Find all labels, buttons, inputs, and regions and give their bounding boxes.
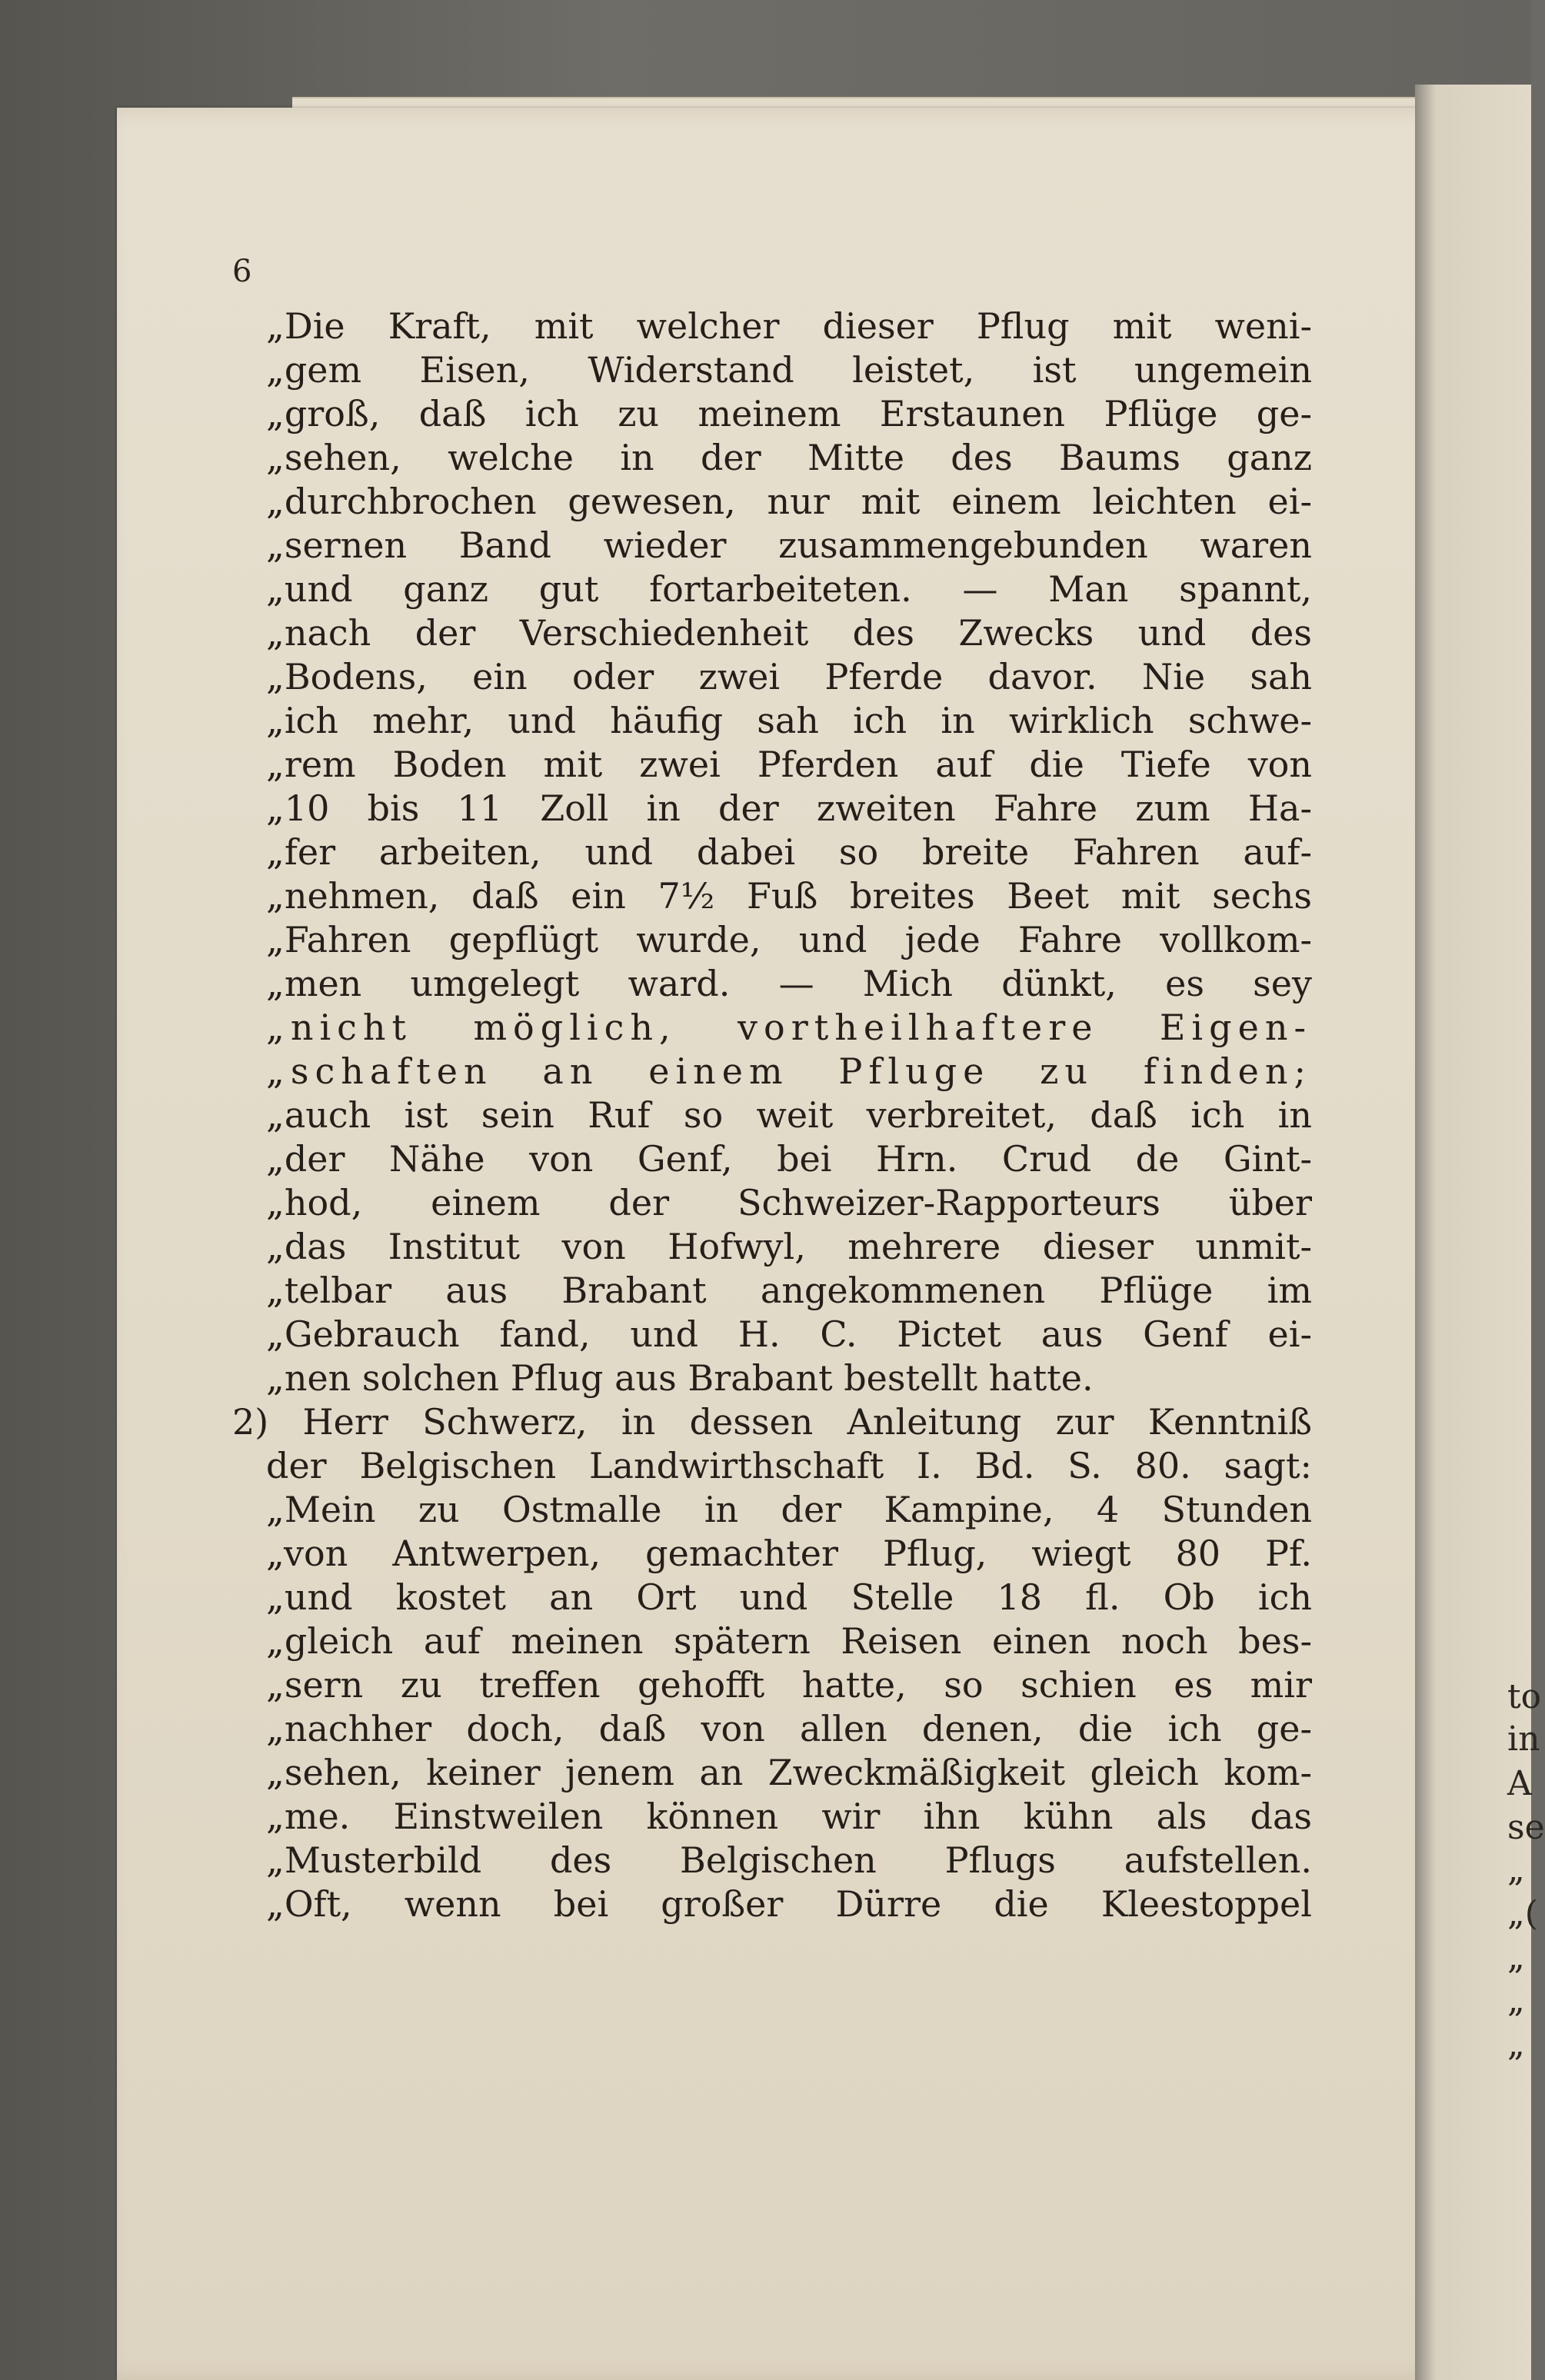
text-line: „fer arbeiten, und dabei so breite Fahren auf‐	[266, 831, 1312, 873]
footnote-line: „gleich auf meinen spätern Reisen einen noch bes‐	[266, 1620, 1312, 1662]
text-line: „gem Eisen, Widerstand leistet, ist ungemein	[266, 349, 1312, 391]
text-line: „hod, einem der Schweizer‐Rapporteurs über	[266, 1182, 1312, 1223]
footnote-line: „von Antwerpen, gemachter Pflug, wiegt 80 Pf.	[266, 1533, 1312, 1574]
facing-page-fragment: „	[1507, 1850, 1525, 1889]
text-line: „rem Boden mit zwei Pferden auf die Tiefe von	[266, 744, 1312, 785]
facing-page-fragment: A	[1507, 1764, 1532, 1803]
text-line: „nehmen, daß ein 7½ Fuß breites Beet mit sechs	[266, 875, 1312, 917]
footnote-line: „nachher doch, daß von allen denen, die ich ge‐	[266, 1708, 1312, 1749]
text-line: „und ganz gut fortarbeiteten. — Man spannt,	[266, 568, 1312, 610]
facing-page-fragment: „(	[1507, 1894, 1538, 1933]
text-line: „Fahren gepflügt wurde, und jede Fahre vollkom‐	[266, 919, 1312, 960]
text-line: „groß, daß ich zu meinem Erstaunen Pflüge ge‐	[266, 393, 1312, 434]
footnote-line: „sern zu treffen gehofft hatte, so schien es mir	[266, 1664, 1312, 1706]
text-line: „nen solchen Pflug aus Brabant bestellt hatte.	[266, 1357, 1094, 1399]
text-line: „ich mehr, und häufig sah ich in wirklich schwe‐	[266, 700, 1312, 741]
text-line: „auch ist sein Ruf so weit verbreitet, daß ich in	[266, 1094, 1312, 1136]
text-line: „das Institut von Hofwyl, mehrere dieser unmit‐	[266, 1226, 1312, 1267]
footnote-line: „Mein zu Ostmalle in der Kampine, 4 Stunden	[266, 1489, 1312, 1530]
text-line: „10 bis 11 Zoll in der zweiten Fahre zum Ha‐	[266, 787, 1312, 829]
text-line: „nach der Verschiedenheit des Zwecks und des	[266, 612, 1312, 654]
footnote-line: „sehen, keiner jenem an Zweckmäßigkeit gleich kom‐	[266, 1752, 1312, 1793]
page-number: 6	[232, 254, 252, 289]
body-text	[232, 305, 1312, 1926]
footnote-line: „Oft, wenn bei großer Dürre die Kleestoppel	[266, 1883, 1312, 1925]
facing-page-fragment: „	[1507, 2025, 1525, 2064]
text-line: „sernen Band wieder zusammengebunden waren	[266, 524, 1312, 566]
facing-page-fragment: „	[1507, 1938, 1525, 1977]
footnote-line: „Musterbild des Belgischen Pflugs aufstellen.	[266, 1839, 1312, 1881]
facing-page-fragment: in	[1507, 1719, 1540, 1759]
footnote-line: 2) Herr Schwerz, in dessen Anleitung zur Kenntniß	[232, 1401, 1312, 1443]
text-line: „durchbrochen gewesen, nur mit einem leichten ei‐	[266, 481, 1312, 522]
text-line: „Gebrauch fand, und H. C. Pictet aus Genf ei‐	[266, 1313, 1312, 1355]
facing-page-fragment: se	[1507, 1808, 1545, 1847]
facing-page-edge	[1415, 85, 1545, 2380]
footnote-line: „me. Einstweilen können wir ihn kühn als das	[266, 1796, 1312, 1837]
text-line: „der Nähe von Genf, bei Hrn. Crud de Gint‐	[266, 1138, 1312, 1180]
footnote-line: „und kostet an Ort und Stelle 18 fl. Ob ich	[266, 1576, 1312, 1618]
text-line: „telbar aus Brabant angekommenen Pflüge im	[266, 1270, 1312, 1311]
text-line: „sehen, welche in der Mitte des Baums ganz	[266, 437, 1312, 478]
text-line: „nicht möglich, vortheilhaftere Eigen‐	[266, 1007, 1312, 1048]
text-line: „Bodens, ein oder zwei Pferde davor. Nie sah	[266, 656, 1312, 697]
facing-page-fragment: to	[1507, 1677, 1542, 1716]
facing-page-fragment: „	[1507, 1981, 1525, 2020]
text-line: „schaften an einem Pfluge zu finden;	[266, 1050, 1312, 1092]
footnote-line: der Belgischen Landwirthschaft I. Bd. S. 80. sagt:	[266, 1445, 1312, 1486]
text-line: „Die Kraft, mit welcher dieser Pflug mit weni‐	[266, 305, 1312, 347]
text-line: „men umgelegt ward. — Mich dünkt, es sey	[266, 963, 1312, 1004]
